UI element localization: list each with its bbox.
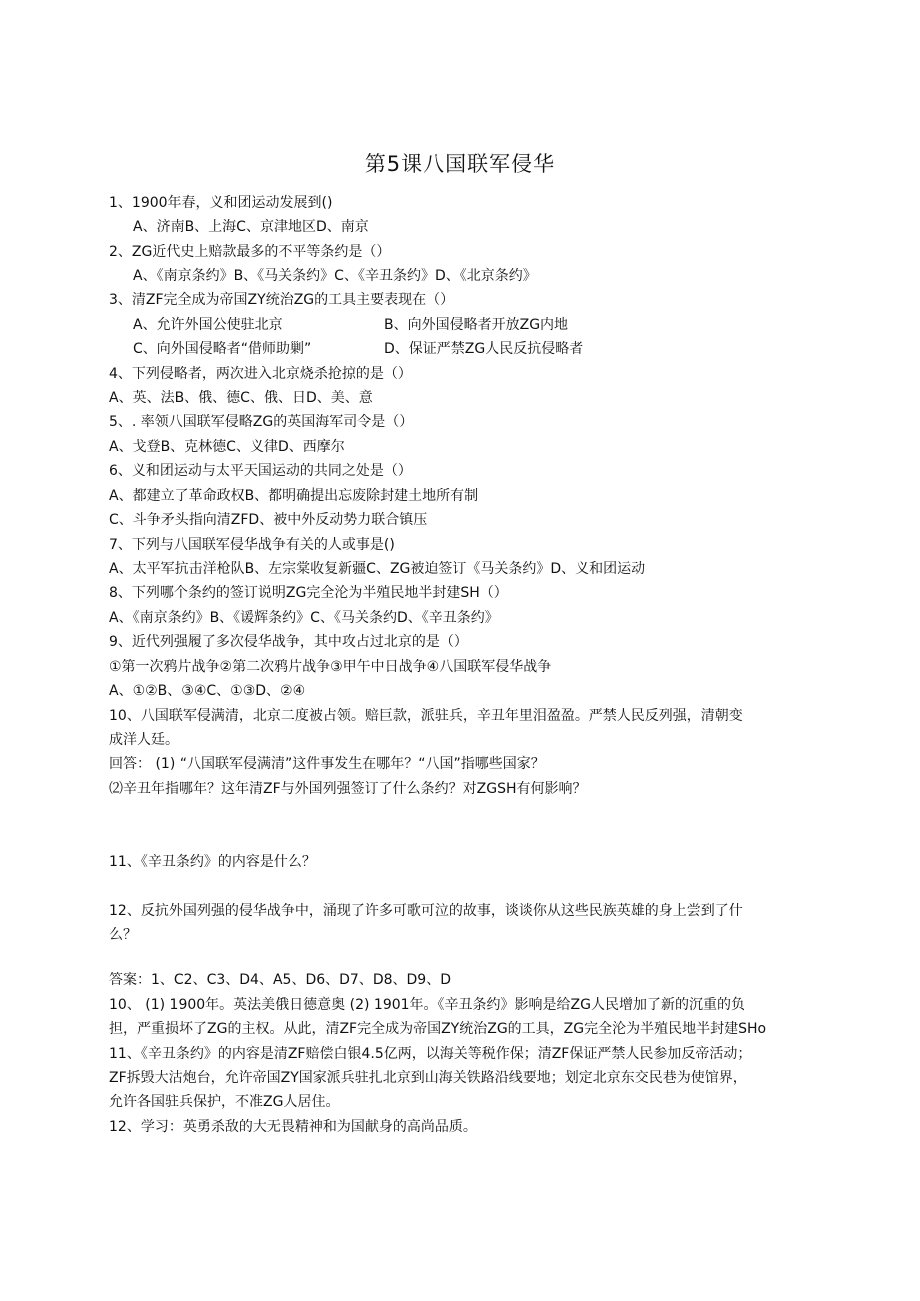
question-4-options: A、英、法B、俄、德C、俄、日D、美、意 <box>109 390 373 406</box>
question-6-options-1: A、都建立了革命政权B、都明确提出忘废除封建土地所有制 <box>109 488 479 504</box>
question-3-option-b: B、向外国侵略者开放ZG内地 <box>384 317 569 333</box>
question-11-stem: 11、《辛丑条约》的内容是什么？ <box>109 854 316 870</box>
question-12-stem-2: 么？ <box>109 927 137 943</box>
answer-11-line-2: ZF拆毁大沽炮台，允许帝国ZY国家派兵驻扎北京到山海关铁路沿线要地；划定北京东交民巷为使馆界， <box>109 1070 747 1086</box>
answer-11-line-1: 11、《辛丑条约》的内容是清ZF赔偿白银4.5亿两，以海关等税作保；清ZF保证严禁人民参加反帝活动； <box>109 1046 752 1062</box>
answer-12: 12、学习：英勇杀敌的大无畏精神和为国献身的高尚品质。 <box>109 1119 477 1135</box>
question-10-ask-2: ⑵辛丑年指哪年？这年清ZF与外国列强签订了什么条约？对ZGSH有何影响？ <box>109 781 587 797</box>
question-7-stem: 7、下列与八国联军侵华战争有关的人或事是() <box>109 537 395 553</box>
page-title: 第5课八国联军侵华 <box>364 152 556 176</box>
question-3-option-a: A、允许外国公使驻北京 <box>133 317 283 333</box>
answer-10-line-2: 担，严重损坏了ZG的主权。从此，清ZF完全成为帝国ZY统治ZG的工具，ZG完全沦为半殖民地半封建SHo <box>109 1021 767 1037</box>
question-10-ask-1: 回答： (1) “八国联军侵满清”这件事发生在哪年？“八国”指哪些国家？ <box>109 756 545 772</box>
question-1-options: A、济南B、上海C、京津地区D、南京 <box>133 219 369 235</box>
answer-10-line-1: 10、 (1) 1900年。英法美俄日德意奥 (2) 1901年。《辛丑条约》影响是给ZG人民增加了新的沉重的负 <box>109 997 745 1013</box>
question-12-stem-1: 12、反抗外国列强的侵华战争中，涌现了许多可歌可泣的故事，谈谈你从这些民族英雄的身上尝到了什 <box>109 903 743 919</box>
question-4-stem: 4、下列侵略者，两次进入北京烧杀抢掠的是（） <box>109 366 412 382</box>
question-8-stem: 8、下列哪个条约的签订说明ZG完全沦为半殖民地半封建SH（） <box>109 585 508 601</box>
question-5-stem: 5、. 率领八国联军侵略ZG的英国海军司令是（） <box>109 414 414 430</box>
question-2-options: A、《南京条约》B、《马关条约》C、《辛丑条约》D、《北京条约》 <box>133 268 537 284</box>
question-3-stem: 3、清ZF完全成为帝国ZY统治ZG的工具主要表现在（） <box>109 292 455 308</box>
question-5-options: A、戈登B、克林德C、义律D、西摩尔 <box>109 439 345 455</box>
question-6-options-2: C、斗争矛头指向清ZFD、被中外反动势力联合镇压 <box>109 512 428 528</box>
answers-line-1: 答案：1、C2、C3、D4、A5、D6、D7、D8、D9、D <box>109 972 451 988</box>
question-3-option-d: D、保证严禁ZG人民反抗侵略者 <box>384 341 584 357</box>
question-8-options: A、《南京条约》B、《谖辉条约》C、《马关条约D、《辛丑条约》 <box>109 610 499 626</box>
question-2-stem: 2、ZG近代史上赔款最多的不平等条约是（） <box>109 244 391 260</box>
question-9-stem: 9、近代列强履了多次侵华战争，其中攻占过北京的是（） <box>109 634 468 650</box>
question-7-options: A、太平军抗击洋枪队B、左宗棠收复新疆C、ZG被迫签订《马关条约》D、义和团运动 <box>109 561 646 577</box>
question-9-items: ①第一次鸦片战争②第二次鸦片战争③甲午中日战争④八国联军侵华战争 <box>109 659 552 675</box>
question-6-stem: 6、义和团运动与太平天国运动的共同之处是（） <box>109 463 412 479</box>
question-10-stem-2: 成洋人廷。 <box>109 732 179 748</box>
question-10-stem-1: 10、八国联军侵满清，北京二度被占领。赔巨款，派驻兵，辛丑年里泪盈盈。严禁人民反列强，清朝变 <box>109 708 743 724</box>
question-3-option-c: C、向外国侵略者“借师助剿” <box>133 341 312 357</box>
answer-11-line-3: 允许各国驻兵保护，不准ZG人居住。 <box>109 1094 340 1110</box>
question-9-options: A、①②B、③④C、①③D、②④ <box>109 683 306 699</box>
question-1-stem: 1、1900年春，义和团运动发展到() <box>109 195 333 211</box>
